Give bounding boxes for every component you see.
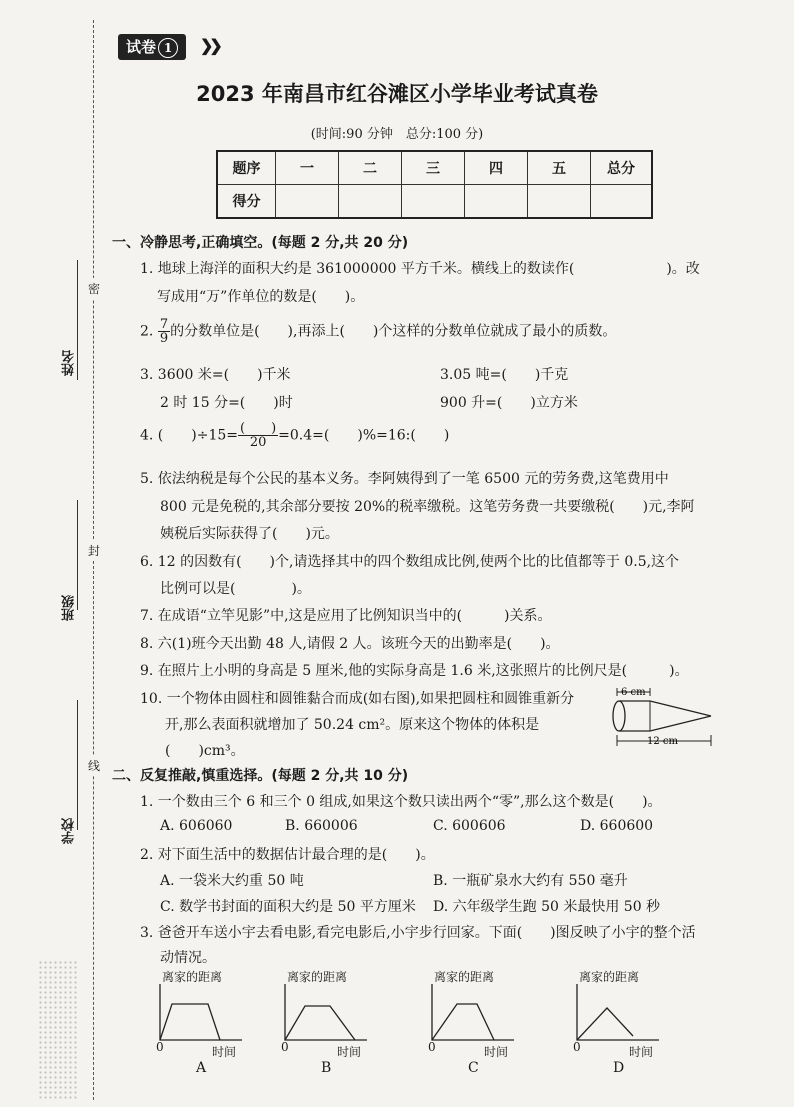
q1-text-b: 写成用“万”作单位的数是( )。 [157,289,365,305]
exam-badge [118,34,186,60]
fig-label-top: 6 cm [621,687,646,698]
q1-line1 [140,258,700,278]
q4-line [140,422,449,449]
q1-text-a2: )。改 [666,261,700,277]
score-table [216,150,653,219]
score-cell[interactable] [339,185,402,219]
chart-c [422,968,532,1078]
q8: 8. 六(1)班今天出勤 48 人,请假 2 人。该班今天的出勤率是( )。 [140,636,560,652]
score-col: 二 [339,151,402,185]
chart-xlabel: 时间 [337,1045,362,1059]
chart-option-label: A [196,1060,207,1076]
q5-c: 姨税后实际获得了( )元。 [160,526,339,542]
chart-ylabel: 离家的距离 [579,970,640,984]
name-blank [77,260,78,380]
q3-d: 900 升=( )立方米 [440,395,578,411]
q5-a: 5. 依法纳税是每个公民的基本义务。李阿姨得到了一笔 6500 元的劳务费,这笔费用中 [140,471,669,487]
q10-c: ( )cm³。 [165,743,245,759]
s2-q2: 2. 对下面生活中的数据估计最合理的是( )。 [140,847,435,863]
score-cell[interactable] [402,185,465,219]
score-col: 总分 [591,151,653,185]
score-cell[interactable] [528,185,591,219]
page-title: 2023 年南昌市红谷滩区小学毕业考试真卷 [196,82,598,106]
score-row-label: 得分 [217,185,276,219]
q4-text-a: 4. ( )÷15= [140,427,239,444]
badge-number: 1 [158,38,178,58]
q2-text: 的分数单位是( ),再添上( )个这样的分数单位就成了最小的质数。 [170,323,617,340]
score-cell[interactable] [591,185,653,219]
q3-b: 3.05 吨=( )千克 [440,367,569,383]
q4-fraction: $\frac{( )}{20}$ [240,421,277,450]
fig-label-bottom: 12 cm [647,736,678,747]
score-col: 三 [402,151,465,185]
name-label: 姓名 [62,350,77,376]
chart-axes [577,984,659,1040]
chart-ylabel: 离家的距离 [287,970,348,984]
chart-a [150,968,260,1078]
q2-prefix: 2. [140,323,154,340]
q7: 7. 在成语“立竿见影”中,这是应用了比例知识当中的( )关系。 [140,608,552,624]
chart-line [577,1008,633,1040]
chart-origin: 0 [156,1040,164,1054]
school-label: 学校 [62,818,77,844]
class-blank [77,500,78,610]
chart-xlabel: 时间 [484,1045,509,1059]
chart-option-label: D [613,1060,625,1076]
class-label: 班级 [62,595,77,621]
q4-text-b: =0.4=( )%=16:( ) [278,427,450,444]
chart-origin: 0 [573,1040,581,1054]
score-col: 一 [276,151,339,185]
q10-b: 开,那么表面积就增加了 50.24 cm²。原来这个物体的体积是 [165,717,540,733]
margin-feng: 封 [88,540,100,561]
double-arrow-icon: ❯❯ [200,36,219,55]
margin-xian: 线 [88,755,100,776]
s2-q2-opt-b: B. 一瓶矿泉水大约有 550 毫升 [433,873,628,889]
s2-q2-opt-a: A. 一袋米大约重 50 吨 [160,873,304,889]
scan-noise [38,960,78,1100]
q10-a: 10. 一个物体由圆柱和圆锥黏合而成(如右图),如果把圆柱和圆锥重新分 [140,691,575,707]
exam-time-info: (时间:90 分钟 总分:100 分) [310,127,484,142]
s2-q2-opt-d: D. 六年级学生跑 50 米最快用 50 秒 [433,899,661,915]
chart-xlabel: 时间 [212,1045,237,1059]
chart-line [160,1004,220,1040]
q3-c: 2 时 15 分=( )时 [160,395,293,411]
s2-q1-opt-d: D. 660600 [580,818,654,834]
chart-option-label: B [321,1060,332,1076]
chart-b [275,968,385,1078]
chart-axes [160,984,242,1040]
chart-axes [285,984,367,1040]
score-col: 四 [465,151,528,185]
school-blank [77,700,78,830]
cylinder-cone-figure [605,682,720,752]
q9: 9. 在照片上小明的身高是 5 厘米,他的实际身高是 1.6 米,这张照片的比例尺是( )。 [140,663,689,679]
s2-q1-opt-b: B. 660006 [285,818,358,834]
s2-q1-opt-c: C. 600606 [433,818,506,834]
chart-d [567,968,677,1078]
q3-a: 3. 3600 米=( )千米 [140,367,291,383]
chart-line [285,1006,355,1040]
s2-q3-a: 3. 爸爸开车送小宇去看电影,看完电影后,小宇步行回家。下面( )图反映了小宇的整个活 [140,925,696,941]
q6-b: 比例可以是( )。 [160,581,311,597]
s2-q3-b: 动情况。 [160,950,216,966]
badge-text: 试卷 [126,38,157,56]
score-cell[interactable] [276,185,339,219]
q5-b: 800 元是免税的,其余部分要按 20%的税率缴税。这笔劳务费一共要缴税( )元,李阿 [160,499,695,515]
chart-xlabel: 时间 [629,1045,654,1059]
q6-a: 6. 12 的因数有( )个,请选择其中的四个数组成比例,使两个比的比值都等于 0.5,这个 [140,554,680,570]
section1-heading: 一、冷静思考,正确填空。(每题 2 分,共 20 分) [112,235,409,251]
margin-mi: 密 [88,278,100,299]
q1-text-a: 1. 地球上海洋的面积大约是 361000000 平方千米。横线上的数读作( [140,261,575,277]
score-row-label: 题序 [217,151,276,185]
chart-ylabel: 离家的距离 [162,970,223,984]
q2-fraction: $\frac{7}{9}$ [159,317,169,346]
s2-q2-opt-c: C. 数学书封面的面积大约是 50 平方厘米 [160,899,416,915]
chart-option-label: C [468,1060,479,1076]
chart-origin: 0 [281,1040,289,1054]
score-cell[interactable] [465,185,528,219]
chart-ylabel: 离家的距离 [434,970,495,984]
chart-axes [432,984,514,1040]
score-col: 五 [528,151,591,185]
s2-q1-opt-a: A. 606060 [160,818,233,834]
section2-heading: 二、反复推敲,慎重选择。(每题 2 分,共 10 分) [112,768,409,784]
s2-q1: 1. 一个数由三个 6 和三个 0 组成,如果这个数只读出两个“零”,那么这个数是( )。 [140,794,662,810]
chart-origin: 0 [428,1040,436,1054]
q2-line [140,318,616,345]
chart-line [432,1004,494,1040]
